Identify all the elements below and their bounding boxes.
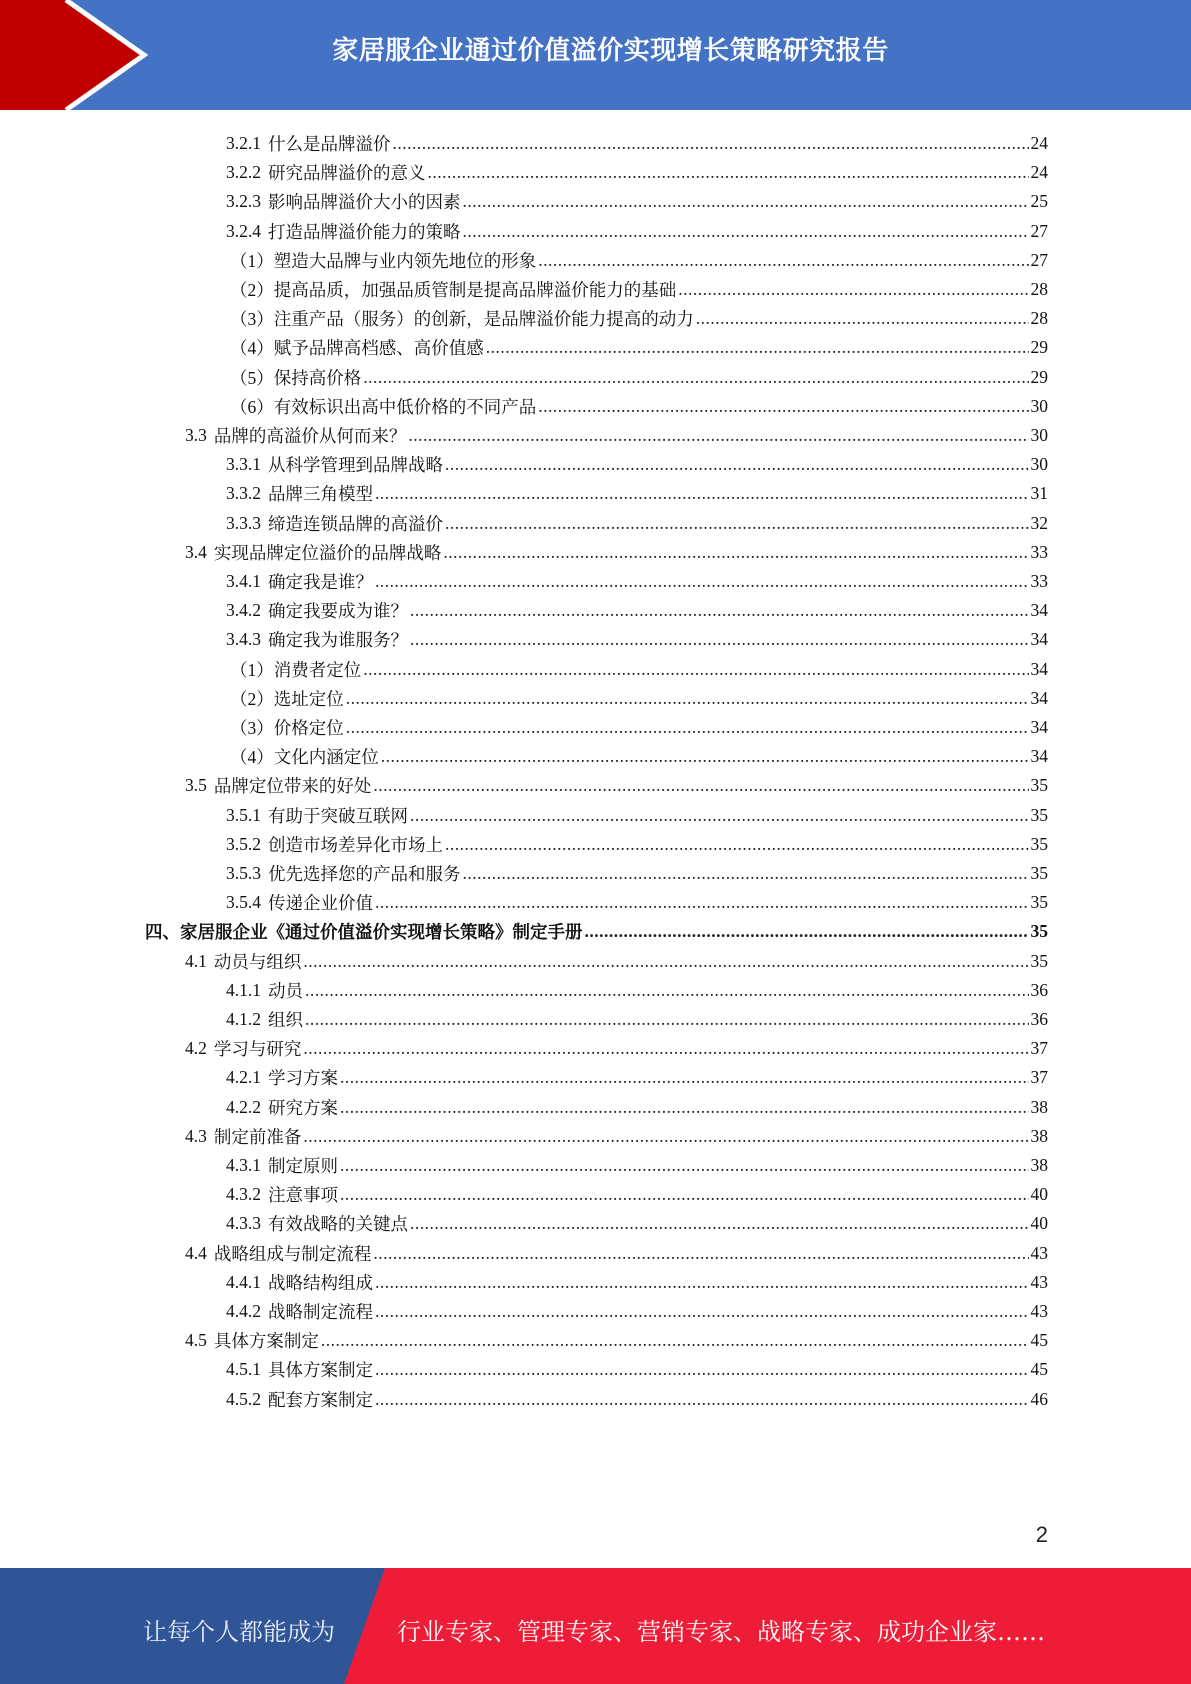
page-number: 2: [1035, 1522, 1048, 1547]
toc-entry-number: （4）: [230, 338, 274, 359]
toc-entry-number: （3）: [230, 309, 274, 330]
toc-leader-dots: [340, 1155, 1029, 1176]
toc-leader-dots: [408, 425, 1028, 446]
toc-entry-title: 价格定位: [273, 718, 344, 738]
toc-entry-page: 40: [1030, 1184, 1048, 1205]
toc-leader-dots: [363, 659, 1028, 680]
toc-entry[interactable]: [226, 1092, 1048, 1123]
toc-leader-dots: [340, 1097, 1029, 1118]
toc-entry-number: 4.5.1: [226, 1359, 261, 1380]
toc-entry-number: （5）: [230, 367, 274, 388]
toc-entry[interactable]: [226, 595, 1048, 626]
footer-slogan-right: 行业专家、管理专家、营销专家、战略专家、成功企业家……: [397, 1618, 1045, 1646]
toc-entry-number: 3.5: [185, 775, 207, 796]
toc-entry-page: 45: [1030, 1359, 1048, 1380]
toc-entry-title: 研究方案: [268, 1097, 338, 1118]
toc-entry-page: 34: [1030, 629, 1048, 650]
toc-entry-page: 43: [1030, 1242, 1048, 1263]
toc-entry-title: 有效标识出高中低价格的不同产品: [273, 396, 537, 417]
toc-entry-page: 30: [1030, 395, 1048, 416]
toc-entry-number: 4.3.3: [226, 1213, 261, 1234]
toc-leader-dots: [410, 805, 1029, 826]
toc-entry-number: 4.1.1: [226, 979, 261, 1000]
toc-entry-number: 4.3.1: [226, 1155, 261, 1175]
toc-leader-dots: [346, 717, 1029, 738]
toc-leader-dots: [410, 1213, 1029, 1234]
toc-entry-title: 战略结构组成: [268, 1272, 373, 1293]
document-title: 家居服企业通过价值溢价实现增长策略研究报告: [332, 36, 889, 66]
toc-entry-title: 打造品牌溢价能力的策略: [268, 221, 461, 242]
toc-entry[interactable]: [226, 1062, 1048, 1093]
toc-entry-number: 3.3.2: [226, 483, 261, 504]
toc-entry-page: 33: [1030, 571, 1048, 591]
toc-entry-page: 34: [1030, 600, 1048, 621]
toc-leader-dots: [375, 1272, 1029, 1293]
toc-leader-dots: [340, 1067, 1029, 1088]
toc-entry-title: 赋予品牌高档感、高价值感: [273, 338, 484, 359]
toc-leader-dots: [305, 1009, 1029, 1030]
toc-entry-number: 3.5.3: [226, 863, 261, 883]
toc-entry-title: 有效战略的关键点: [268, 1214, 408, 1235]
toc-entry-number: （1）: [230, 250, 274, 271]
toc-entry[interactable]: [230, 332, 1048, 363]
toc-entry-page: 46: [1030, 1388, 1048, 1409]
toc-entry-page: 35: [1030, 833, 1048, 854]
toc-entry-title: 研究品牌溢价的意义: [268, 163, 426, 184]
toc-entry-number: 3.4.3: [226, 629, 261, 650]
toc-leader-dots: [340, 1184, 1029, 1205]
toc-entry-title: 塑造大品牌与业内领先地位的形象: [273, 250, 537, 271]
toc-leader-dots: [346, 688, 1029, 709]
toc-entry-page: 24: [1030, 162, 1048, 183]
toc-entry-page: 34: [1030, 746, 1048, 767]
toc-entry[interactable]: [226, 1208, 1048, 1239]
toc-entry-title: 学习与研究: [213, 1039, 302, 1060]
toc-leader-dots: [486, 337, 1029, 358]
toc-entry-page: 25: [1030, 191, 1048, 212]
toc-entry-page: 34: [1030, 687, 1048, 708]
toc-entry-title: 品牌三角模型: [268, 484, 373, 505]
toc-entry[interactable]: [226, 1296, 1048, 1327]
toc-entry-number: （2）: [230, 688, 274, 709]
toc-entry-title: 组织: [268, 1010, 303, 1030]
toc-leader-dots: [375, 1301, 1029, 1322]
toc-leader-dots: [410, 629, 1029, 650]
toc-entry-title: 有助于突破互联网: [268, 805, 408, 826]
toc-entry[interactable]: [230, 391, 1048, 422]
toc-entry-title: 从科学管理到品牌战略: [268, 455, 443, 476]
toc-entry-page: 31: [1030, 483, 1048, 504]
toc-entry[interactable]: [226, 128, 1048, 159]
toc-entry-page: 30: [1030, 425, 1048, 445]
toc-entry-title: 优先选择您的产品和服务: [268, 864, 461, 884]
toc-entry[interactable]: [226, 1004, 1048, 1035]
toc-entry-page: 43: [1030, 1271, 1048, 1292]
toc-entry-page: 27: [1030, 220, 1048, 241]
toc-leader-dots: [445, 834, 1029, 855]
toc-entry-page: 43: [1030, 1301, 1048, 1321]
toc-entry-page: 28: [1030, 279, 1048, 299]
toc-entry-number: 3.3: [185, 425, 207, 445]
toc-entry-number: 4.1.2: [226, 1009, 261, 1029]
toc-entry[interactable]: [185, 537, 1048, 568]
toc-entry[interactable]: [185, 946, 1048, 977]
toc-entry-number: （3）: [230, 718, 274, 738]
toc-entry-title: 品牌的高溢价从何而来？: [213, 426, 407, 446]
toc-entry[interactable]: [226, 624, 1048, 655]
toc-entry[interactable]: [185, 770, 1048, 801]
toc-leader-dots: [373, 775, 1028, 796]
toc-entry-page: 35: [1030, 950, 1048, 971]
toc-entry-number: 4.5: [185, 1330, 207, 1351]
toc-entry-number: 4.2.2: [226, 1096, 261, 1117]
toc-entry-page: 36: [1030, 979, 1048, 1000]
toc-entry[interactable]: [185, 1238, 1048, 1269]
toc-entry-title: 动员: [268, 980, 303, 1001]
toc-entry-number: 4.5.2: [226, 1388, 261, 1409]
toc-leader-dots: [696, 308, 1029, 329]
toc-leader-dots: [303, 951, 1028, 972]
toc-leader-dots: [303, 1038, 1028, 1059]
toc-entry[interactable]: [230, 362, 1048, 393]
toc-leader-dots: [428, 162, 1029, 183]
toc-entry[interactable]: [185, 1325, 1048, 1356]
toc-entry-number: 3.4: [185, 541, 207, 562]
toc-entry[interactable]: [145, 916, 1048, 947]
toc-entry-page: 45: [1030, 1330, 1048, 1351]
toc-entry[interactable]: [230, 683, 1048, 714]
toc-entry[interactable]: [226, 186, 1048, 217]
toc-entry-page: 38: [1030, 1125, 1048, 1146]
toc-entry-title: 确定我要成为谁？: [268, 601, 408, 622]
toc-entry-title: 战略组成与制定流程: [213, 1243, 372, 1264]
toc-entry[interactable]: [185, 1121, 1048, 1152]
toc-entry-page: 40: [1030, 1213, 1048, 1234]
toc-entry[interactable]: [226, 1384, 1048, 1415]
toc-entry-number: 3.2.1: [226, 133, 261, 153]
toc-entry-number: 3.5.1: [226, 804, 261, 825]
toc-entry-number: 3.2.3: [226, 191, 261, 212]
toc-entry-page: 29: [1030, 337, 1048, 358]
toc-entry-page: 35: [1030, 921, 1048, 942]
toc-entry-title: 具体方案制定: [213, 1331, 319, 1352]
toc-entry-number: 3.3.3: [226, 512, 261, 533]
toc-leader-dots: [443, 542, 1028, 563]
toc-leader-dots: [463, 221, 1029, 242]
toc-entry-title: 保持高价格: [273, 367, 362, 388]
toc-entry-number: （1）: [230, 659, 274, 680]
toc-entry-page: 37: [1030, 1038, 1048, 1059]
toc-entry[interactable]: [226, 566, 1048, 597]
toc-entry-title: 提高品质，加强品质管制是提高品牌溢价能力的基础: [273, 280, 677, 300]
toc-entry-title: 文化内涵定位: [273, 747, 379, 768]
toc-entry-title: 注重产品（服务）的创新，是品牌溢价能力提高的动力: [273, 309, 694, 330]
toc-leader-dots: [445, 513, 1029, 534]
toc-entry-page: 36: [1030, 1009, 1048, 1029]
toc-entry-title: 学习方案: [268, 1068, 338, 1089]
toc-entry-page: 30: [1030, 454, 1048, 475]
toc-leader-dots: [375, 892, 1029, 913]
toc-entry-page: 27: [1030, 249, 1048, 270]
toc-entry-title: 注意事项: [268, 1185, 338, 1206]
toc-entry-page: 38: [1030, 1096, 1048, 1117]
toc-leader-dots: [375, 1359, 1029, 1380]
toc-entry[interactable]: [226, 975, 1048, 1006]
toc-leader-dots: [375, 571, 1029, 592]
toc-entry[interactable]: [226, 449, 1048, 480]
toc-entry-page: 38: [1030, 1155, 1048, 1175]
toc-entry-page: 35: [1030, 863, 1048, 883]
toc-entry-number: 4.3.2: [226, 1184, 261, 1205]
toc-entry-title: 影响品牌溢价大小的因素: [268, 192, 461, 213]
toc-entry-number: 4.4: [185, 1242, 207, 1263]
toc-entry-title: 实现品牌定位溢价的品牌战略: [213, 542, 442, 563]
toc-leader-dots: [375, 483, 1029, 504]
toc-entry[interactable]: [230, 712, 1048, 743]
toc-entry-title: 四、家居服企业《通过价值溢价实现增长策略》制定手册: [145, 922, 583, 943]
toc-leader-dots: [445, 454, 1029, 475]
toc-entry-title: 消费者定位: [273, 659, 362, 680]
toc-entry-title: 传递企业价值: [268, 893, 373, 914]
toc-entry-number: （4）: [230, 747, 274, 768]
toc-entry-number: （2）: [230, 280, 274, 300]
toc-entry-title: 品牌定位带来的好处: [213, 776, 372, 797]
footer-slogan-left: 让每个人都能成为: [143, 1618, 335, 1646]
toc-entry-number: 4.4.2: [226, 1301, 261, 1321]
toc-entry[interactable]: [226, 800, 1048, 831]
toc-entry[interactable]: [226, 858, 1048, 889]
toc-entry[interactable]: [230, 654, 1048, 685]
toc-leader-dots: [678, 279, 1028, 300]
toc-leader-dots: [538, 396, 1028, 417]
toc-entry-page: 32: [1030, 512, 1048, 533]
toc-entry-number: （6）: [230, 396, 274, 417]
toc-entry[interactable]: [226, 829, 1048, 860]
toc-entry[interactable]: [230, 741, 1048, 772]
toc-leader-dots: [321, 1330, 1029, 1351]
toc-entry-title: 具体方案制定: [268, 1360, 373, 1381]
toc-entry-number: 3.4.2: [226, 600, 261, 621]
toc-entry-title: 制定原则: [268, 1156, 338, 1176]
toc-entry-title: 选址定位: [273, 688, 344, 709]
toc-entry[interactable]: [226, 478, 1048, 509]
toc-leader-dots: [463, 191, 1029, 212]
toc-entry-page: 34: [1030, 717, 1048, 737]
toc-entry-number: 3.5.2: [226, 833, 261, 854]
toc-entry[interactable]: [230, 303, 1048, 334]
toc-leader-dots: [463, 863, 1029, 884]
toc-leader-dots: [303, 1126, 1028, 1147]
toc-entry[interactable]: [226, 1150, 1048, 1181]
toc-entry[interactable]: [230, 245, 1048, 276]
toc-entry-page: 28: [1030, 308, 1048, 329]
toc-entry[interactable]: [226, 157, 1048, 188]
toc-entry-number: 3.5.4: [226, 892, 261, 913]
toc-entry-page: 24: [1030, 133, 1048, 153]
toc-entry[interactable]: [226, 216, 1048, 247]
toc-entry-number: 3.2.4: [226, 220, 261, 241]
toc-leader-dots: [381, 746, 1029, 767]
toc-entry-title: 确定我为谁服务？: [268, 630, 408, 651]
toc-entry-number: 3.3.1: [226, 454, 261, 475]
toc-entry-page: 33: [1030, 541, 1048, 562]
toc-entry-number: 4.1: [185, 950, 207, 971]
toc-entry-title: 制定前准备: [213, 1126, 302, 1147]
toc-leader-dots: [538, 250, 1028, 271]
toc-entry[interactable]: [185, 1033, 1048, 1064]
page-header: [0, 0, 1191, 110]
toc-entry[interactable]: [226, 887, 1048, 918]
toc-entry-number: 4.4.1: [226, 1271, 261, 1292]
toc-entry-title: 创造市场差异化市场上: [268, 834, 443, 855]
toc-entry-page: 37: [1030, 1067, 1048, 1088]
toc-entry[interactable]: [185, 420, 1048, 451]
toc-entry[interactable]: [230, 274, 1048, 305]
toc-leader-dots: [375, 1389, 1029, 1410]
toc-entry-title: 配套方案制定: [268, 1389, 373, 1410]
toc-entry-page: 35: [1030, 775, 1048, 796]
toc-leader-dots: [585, 921, 1029, 942]
toc-leader-dots: [410, 600, 1029, 621]
toc-entry-number: 4.3: [185, 1125, 207, 1146]
toc-entry-number: 4.2.1: [226, 1067, 261, 1088]
toc-entry-page: 29: [1030, 366, 1048, 387]
toc-entry-title: 战略制定流程: [268, 1302, 373, 1322]
toc-entry-title: 动员与组织: [213, 951, 302, 972]
toc-leader-dots: [363, 367, 1028, 388]
toc-leader-dots: [305, 980, 1029, 1001]
toc-entry-title: 确定我是谁？: [268, 572, 373, 592]
toc-entry[interactable]: [226, 508, 1048, 539]
toc-entry[interactable]: [226, 1267, 1048, 1298]
toc-entry-page: 35: [1030, 892, 1048, 913]
toc-leader-dots: [393, 133, 1029, 154]
toc-entry-number: 3.4.1: [226, 571, 261, 591]
toc-entry-number: 3.2.2: [226, 162, 261, 183]
toc-entry-title: 缔造连锁品牌的高溢价: [268, 513, 443, 534]
toc-entry[interactable]: [226, 1354, 1048, 1385]
toc-leader-dots: [373, 1243, 1028, 1264]
toc-entry-number: 4.2: [185, 1038, 207, 1059]
toc-entry-title: 什么是品牌溢价: [268, 134, 391, 154]
toc-entry-page: 34: [1030, 658, 1048, 679]
toc-entry-page: 35: [1030, 804, 1048, 825]
toc-entry[interactable]: [226, 1179, 1048, 1210]
